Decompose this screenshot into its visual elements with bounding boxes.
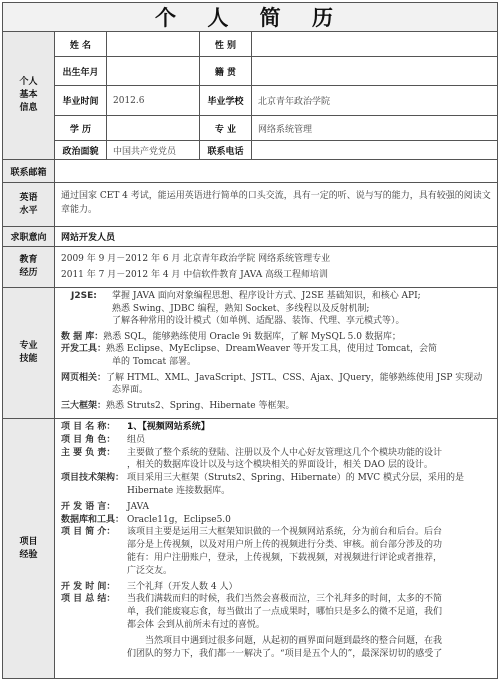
skill-web xyxy=(61,372,491,385)
skill-text: 熟悉 Swing、JDBC 编程，熟知 Socket、多线程以及反射机制; xyxy=(112,303,370,314)
project-period-row xyxy=(61,581,491,594)
skill-key: J2SE: xyxy=(71,291,97,301)
email-value xyxy=(54,159,498,183)
skill-text: 了解各种常用的设计模式（如单例、适配器、装饰、代理、享元模式等）。 xyxy=(112,316,405,327)
english-level-paragraph: 通过国家 CET 4 考试，能运用英语进行简单的口头交流，具有一定的听、说与写的能力，具有较强的阅读文章能力。 xyxy=(61,191,491,215)
birth-value xyxy=(106,56,200,86)
name-value xyxy=(106,31,200,57)
native-place-label-text: 籍 贯 xyxy=(214,67,237,78)
project-text: ，相关的数据库设计以及与这个模块相关的界面设计，相关 DAO 层的设计。 xyxy=(127,460,433,471)
gender-label-text: 性 别 xyxy=(214,40,237,51)
basic-info-section-label xyxy=(2,31,55,160)
project-key: 项 目 简 介： xyxy=(61,527,116,538)
native-place-value xyxy=(251,56,498,86)
gender-value xyxy=(251,31,498,57)
project-label xyxy=(2,418,55,679)
project-key: 项 目 名 称： xyxy=(61,422,116,432)
degree-label xyxy=(54,115,107,141)
project-key: 开 发 语 言： xyxy=(61,501,116,512)
project-key: 项 目 总 结： xyxy=(61,594,116,605)
project-summary-row xyxy=(61,593,491,606)
degree-label-text: 学 历 xyxy=(69,124,92,135)
school-label-text: 毕业学校 xyxy=(207,97,244,107)
basic-info-label-line: 个人 xyxy=(19,77,38,87)
project-text: 都会体 会到从前所未有过的喜悦。 xyxy=(127,619,265,630)
skill-text: 熟悉 Struts2、Spring、Hibernate 等框架。 xyxy=(106,400,295,411)
politics-value-text: 中国共产党党员 xyxy=(113,146,177,157)
skill-text: 态界面。 xyxy=(112,385,149,396)
skill-text: 熟悉 Eclipse、MyEclipse、DreamWeaver 等开发工具，使用过 Tomcat，会简 xyxy=(106,344,437,355)
project-text: 广泛交友。 xyxy=(127,565,173,576)
project-text: 项目采用三大框架（Struts2、Spring、Hibernate）的 MVC 模式分层，采用的是 xyxy=(127,473,465,484)
resume-title xyxy=(2,2,498,32)
project-text: JAVA xyxy=(127,501,150,512)
native-place-label xyxy=(199,56,252,86)
birth-label xyxy=(54,56,107,86)
skills-content xyxy=(54,287,498,419)
project-arch-row xyxy=(61,472,491,485)
phone-value xyxy=(251,140,498,160)
project-content xyxy=(54,418,498,679)
project-label-line: 项目 xyxy=(19,536,38,547)
skills-label-line: 技能 xyxy=(19,354,38,364)
school-value-text: 北京青年政治学院 xyxy=(258,97,331,107)
education-label-line: 经历 xyxy=(19,268,38,278)
education-list xyxy=(54,246,498,288)
skill-text: 了解 HTML、XML、JavaScript、JSTL、CSS、Ajax、JQuery，能够熟练使用 JSP 实现动 xyxy=(106,372,483,383)
english-label-line: 水平 xyxy=(19,205,38,216)
project-text: 三个礼拜（开发人数 4 人） xyxy=(127,581,238,592)
project-text: 当我们满载而归的时候，我们当然会喜极而泣，三个礼拜多的时间，太多的不简 xyxy=(127,594,443,605)
skill-text: 熟悉 SQL，能够熟练使用 Oracle 9i 数据库，了解 MySQL 5.0 数据库； xyxy=(103,331,401,342)
job-intent-label xyxy=(2,226,55,247)
job-intent-value-text: 网站开发人员 xyxy=(61,233,116,243)
project-text: 部分是上传视频，以及对用户所上传的视频进行分类、审核。前台部分涉及的功 xyxy=(127,540,443,551)
project-key: 开 发 时 间： xyxy=(61,581,116,592)
politics-label-text: 政治面貌 xyxy=(62,146,99,157)
name-label xyxy=(54,31,107,57)
english-level-label xyxy=(2,182,55,227)
phone-label-text: 联系电话 xyxy=(207,146,244,157)
english-level-text xyxy=(54,182,498,227)
education-item: 2009 年 9 月－2012 年 6 月 北京青年政治学院 网络系统管理专业 xyxy=(61,254,331,264)
project-text: 当然项目中遇到过很多问题，从起初的画界面问题到最终的整合问题，在我 xyxy=(145,635,443,646)
education-label xyxy=(2,246,55,288)
job-intent-label-text: 求职意向 xyxy=(10,233,47,243)
education-item: 2011 年 7 月－2012 年 4 月 中信软件教育 JAVA 高级工程师培训 xyxy=(61,270,329,280)
skill-frameworks xyxy=(61,400,491,413)
project-name-value: 1、【视频网站系统】 xyxy=(127,422,210,432)
basic-info-label-line: 信息 xyxy=(19,103,38,113)
project-key: 项目技术架构： xyxy=(61,473,125,484)
skill-j2se xyxy=(61,290,491,303)
english-label-line: 英语 xyxy=(19,192,38,203)
project-text: 该项目主要是运用三大框架知识做的一个视频网站系统，分为前台和后台。后台 xyxy=(127,527,443,538)
school-label xyxy=(199,85,252,116)
major-value-text: 网络系统管理 xyxy=(258,124,313,135)
project-duty-row xyxy=(61,447,491,460)
project-role-value: 组员 xyxy=(127,434,146,445)
skill-key: 三大框架： xyxy=(61,400,107,411)
graduation-time-label-text: 毕业时间 xyxy=(62,97,99,107)
school-value xyxy=(251,85,498,116)
graduation-time-value-text: 2012.6 xyxy=(113,95,145,106)
resume-title-text: 个 人 简 历 xyxy=(155,6,345,30)
project-label-line: 经验 xyxy=(19,549,38,560)
skill-text: 单的 Tomcat 部署。 xyxy=(112,356,197,367)
degree-value xyxy=(106,115,200,141)
project-key: 项 目 角 色： xyxy=(61,434,116,445)
major-label-text: 专 业 xyxy=(214,124,237,135)
politics-label xyxy=(54,140,107,160)
project-text: Oracle11g，Eclipse5.0 xyxy=(127,514,231,525)
skill-key: 数 据 库： xyxy=(61,331,104,342)
graduation-time-label xyxy=(54,85,107,116)
skills-label-line: 专业 xyxy=(19,341,38,351)
skill-tools xyxy=(61,343,491,356)
project-role-row xyxy=(61,434,491,447)
major-label xyxy=(199,115,252,141)
project-text: 单，我们能废寝忘食，每当做出了一点成果时，哪怕只是多么的微不足道，我们 xyxy=(127,607,443,618)
education-label-line: 教育 xyxy=(19,255,38,265)
skill-database xyxy=(61,331,491,344)
graduation-time-value xyxy=(106,85,200,116)
project-text: Hibernate 连接数据库。 xyxy=(127,485,231,496)
skill-key: 网页相关： xyxy=(61,372,107,383)
email-label-text: 联系邮箱 xyxy=(10,167,47,178)
project-intro-row xyxy=(61,526,491,539)
skill-text: 掌握 JAVA 面向对象编程思想、程序设计方式、J2SE 基础知识，和核心 API; xyxy=(112,291,421,301)
project-text: 能有：用户注册账户，登录，上传视频，下载视频，对视频进行评论或者推荐， xyxy=(127,552,443,563)
major-value xyxy=(251,115,498,141)
project-key: 数据库和工具： xyxy=(61,514,125,525)
gender-label xyxy=(199,31,252,57)
job-intent-value xyxy=(54,226,498,247)
skills-label xyxy=(2,287,55,419)
politics-value xyxy=(106,140,200,160)
email-label xyxy=(2,159,55,183)
skill-key: 开发工具： xyxy=(61,344,107,355)
project-text: 们团队的努力下，我们都一一解决了。“项目是五个人的”，最深深切切的感受了 xyxy=(127,648,443,659)
project-text: 主要做了整个系统的登陆、注册以及个人中心好友管理这几个个模块功能的设计 xyxy=(127,447,443,458)
name-label-text: 姓 名 xyxy=(69,40,92,51)
project-language-row xyxy=(61,501,491,514)
basic-info-label-line: 基本 xyxy=(19,90,38,100)
project-dbtools-row xyxy=(61,514,491,527)
project-key: 主 要 负 责： xyxy=(61,447,116,458)
project-name-row xyxy=(61,421,491,434)
phone-label xyxy=(199,140,252,160)
birth-label-text: 出生年月 xyxy=(62,67,99,78)
